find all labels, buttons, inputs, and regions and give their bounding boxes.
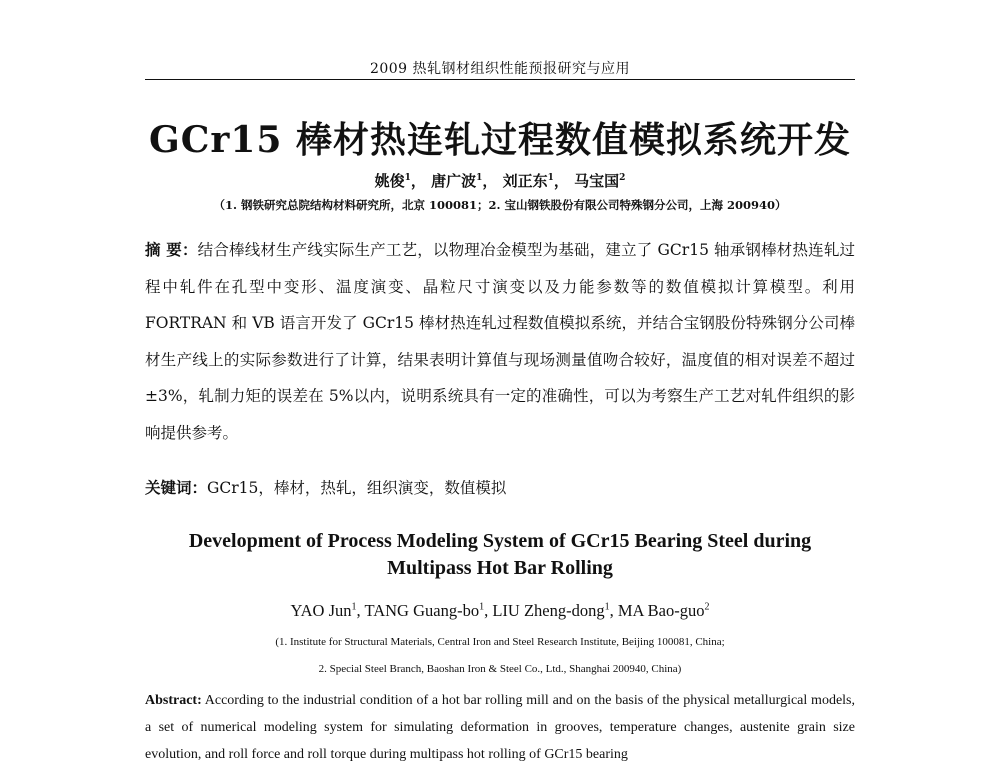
author-name: 姚俊 — [374, 172, 405, 190]
english-affiliation-1: (1. Institute for Structural Materials, Central Iron and Steel Research Institute, Beijing 100081, China; — [275, 636, 725, 648]
author-name: TANG Guang-bo — [364, 601, 480, 620]
chinese-title: GCr15 棒材热连轧过程数值模拟系统开发 — [149, 119, 851, 161]
keywords-label: 关键词： — [145, 478, 208, 497]
english-title — [145, 528, 855, 582]
author-separator: , — [484, 601, 493, 620]
author-separator: ， — [553, 172, 569, 190]
abstract-label: 摘 要： — [145, 240, 198, 259]
author-affil-mark: 2 — [704, 601, 710, 613]
running-head: 2009 热轧钢材组织性能预报研究与应用 — [369, 61, 631, 77]
english-title-line: Development of Process Modeling System of GCr15 Bearing Steel during — [188, 530, 812, 552]
author-affil-mark: 1 — [479, 601, 485, 613]
english-authors — [145, 601, 855, 621]
author-affil-mark: 1 — [604, 601, 610, 613]
author-affil-mark: 1 — [476, 173, 483, 183]
author-affil-mark: 2 — [619, 173, 626, 183]
author-separator: ， — [410, 172, 426, 190]
author-name: 马宝国 — [574, 172, 620, 190]
author-separator: , — [356, 601, 365, 620]
chinese-keywords — [145, 476, 855, 498]
chinese-authors — [145, 170, 855, 191]
author-name: 刘正东 — [502, 172, 548, 190]
author-affil-mark: 1 — [547, 173, 554, 183]
author-separator: ， — [482, 172, 498, 190]
author-name: LIU Zheng-dong — [492, 601, 605, 620]
abstract-label: Abstract: — [145, 693, 202, 708]
english-title-line: Multipass Hot Bar Rolling — [387, 557, 613, 579]
author-affil-mark: 1 — [404, 173, 411, 183]
header-rule — [145, 79, 855, 80]
author-name: MA Bao-guo — [617, 601, 705, 620]
chinese-affiliation: （1. 钢铁研究总院结构材料研究所，北京 100081；2. 宝山钢铁股份有限公司特殊钢分公司，上海 200940） — [213, 198, 787, 212]
abstract-text: 结合棒线材生产线实际生产工艺，以物理冶金模型为基础，建立了 GCr15 轴承钢棒材热连轧过程中轧件在孔型中变形、温度演变、晶粒尺寸演变以及力能参数等的数值模拟计算模型。利用 FORTRAN 和 VB 语言开发了 GCr15 棒材热连轧过程数值模拟系统，并结合宝钢股份特殊钢分公司棒材生产线上的实际参数进行了计算，结果表明计算值与现场测量值吻合较好，温度值的相对误差不超过±3%，轧制力矩的误差在 5%以内，说明系统具有一定的准确性，可以为考察生产工艺对轧件组织的影响提供参考。 — [145, 241, 855, 442]
author-name: YAO Jun — [290, 601, 352, 620]
author-affil-mark: 1 — [351, 601, 357, 613]
keywords-text: GCr15，棒材，热轧，组织演变，数值模拟 — [207, 479, 507, 497]
abstract-text: According to the industrial condition of a hot bar rolling mill and on the basis of the physical metallurgical models, a set of numerical modeling system for simulating deformation in grooves, temperature changes, austenite grain size evolution, and roll force and roll torque during multipass hot rolling of GCr15 bearing — [145, 693, 855, 762]
chinese-abstract — [145, 232, 855, 451]
english-affiliation-2: 2. Special Steel Branch, Baoshan Iron & Steel Co., Ltd., Shanghai 200940, China) — [318, 663, 682, 675]
author-separator: , — [609, 601, 618, 620]
author-name: 唐广波 — [431, 172, 477, 190]
english-abstract — [145, 687, 855, 768]
